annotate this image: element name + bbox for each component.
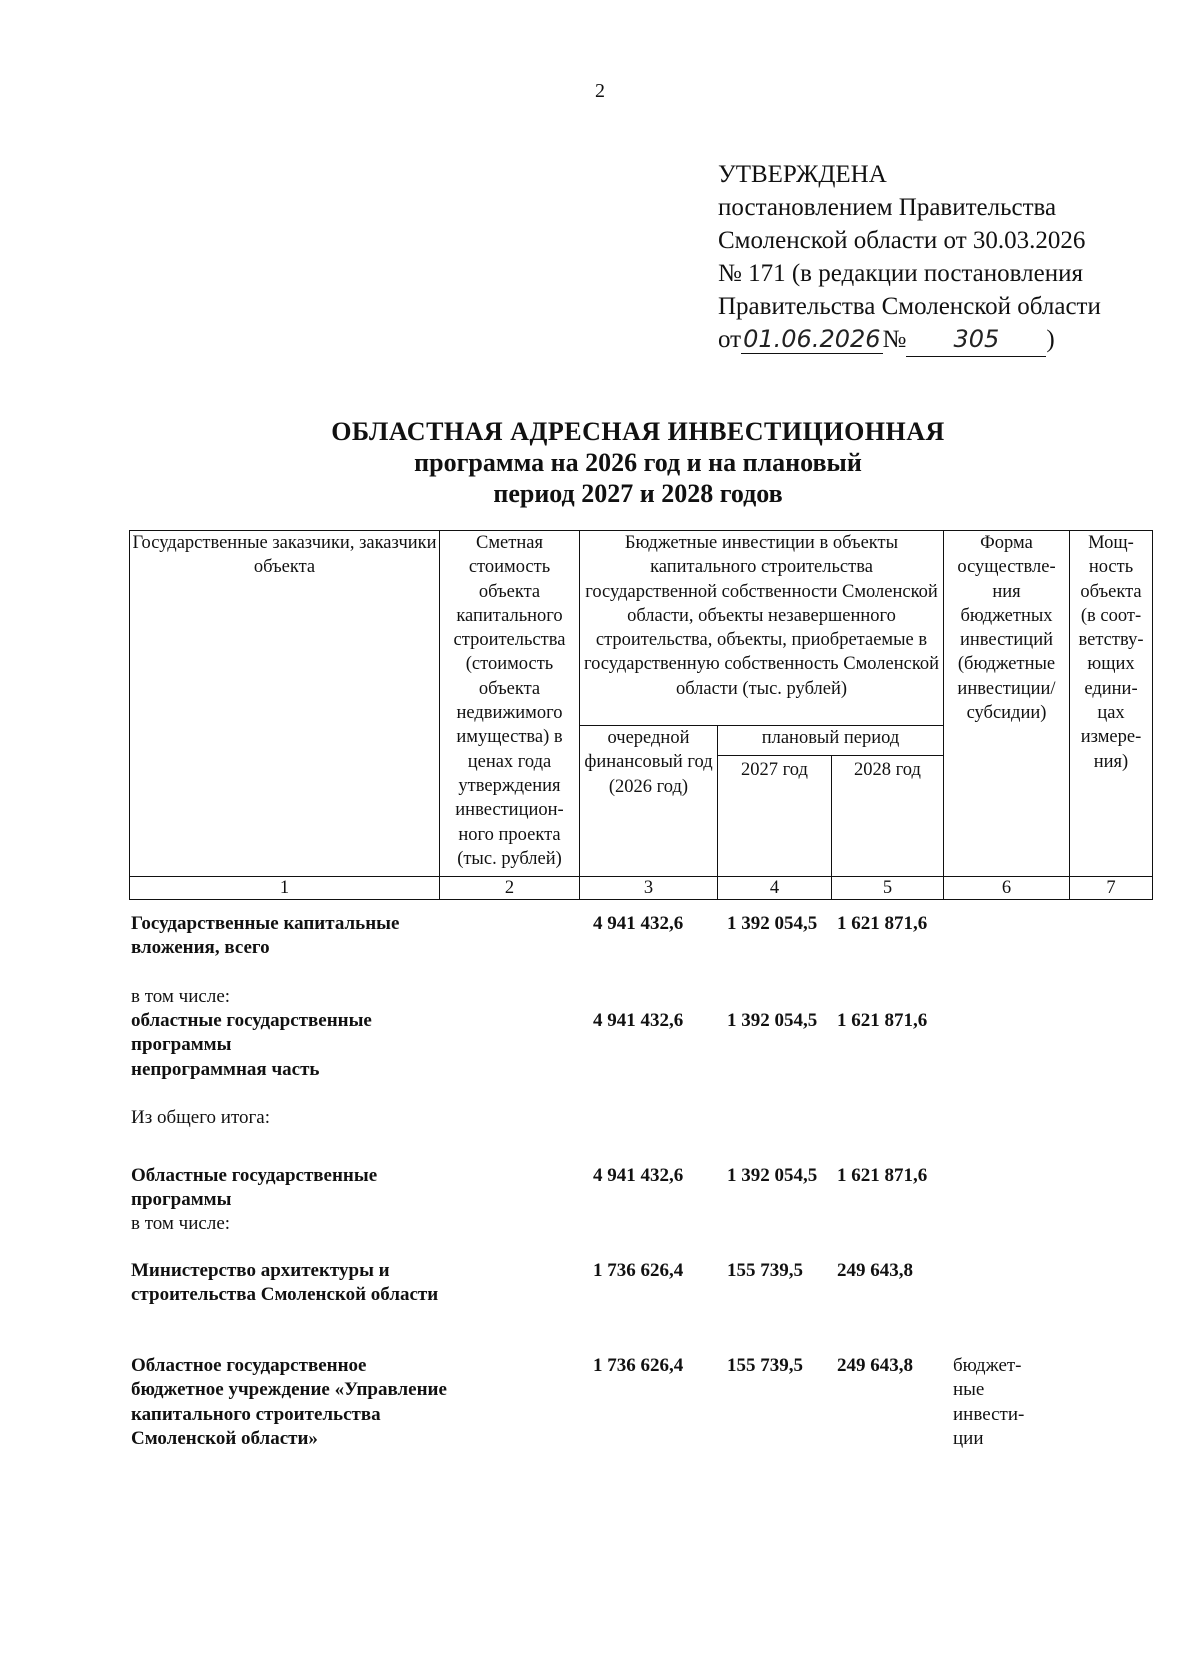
handwritten-number: 305: [906, 323, 1046, 357]
row-name: Государственные капитальные вложения, всего: [131, 913, 400, 959]
title-line-3: период 2027 и 2028 годов: [493, 479, 783, 508]
header-budget-investments: Бюджетные инвестиции в объекты капитального строительства государственной собственности Смоленской области, объекты незавершенного строительства, объекты, приобретаемые в государственную собственность Смоленской области (тыс. рублей): [580, 531, 944, 726]
row-value-2026: 1 736 626,4: [593, 1260, 684, 1281]
approval-line-3: Смоленской области от 30.03.2026: [718, 227, 1086, 254]
row-value-2027: 155 739,5: [727, 1260, 803, 1281]
row-value-2028: 249 643,8: [837, 1355, 913, 1376]
row-name: в том числе:: [131, 1213, 231, 1234]
approval-stamp: [718, 158, 1101, 357]
row-value-2026: 4 941 432,6: [593, 1010, 684, 1031]
program-table-header: [129, 530, 1153, 900]
header-2027: 2027 год: [718, 755, 832, 876]
approval-line-1: УТВЕРЖДЕНА: [718, 161, 887, 188]
header-customers: Государственные заказчики, заказчики объекта: [130, 531, 440, 877]
title-line-2: программа на 2026 год и на плановый: [414, 448, 862, 477]
column-number-3: 3: [580, 877, 718, 900]
row-value-2027: 1 392 054,5: [727, 1165, 818, 1186]
column-number-1: 1: [130, 877, 440, 900]
row-name: Областное государственное бюджетное учреждение «Управление капитального строительства Смоленской области»: [131, 1355, 447, 1449]
page-number: 2: [595, 80, 605, 102]
row-value-2028: 1 621 871,6: [837, 913, 928, 934]
column-number-2: 2: [440, 877, 580, 900]
row-value-2026: 1 736 626,4: [593, 1355, 684, 1376]
approval-from-prefix: от: [718, 326, 742, 353]
row-value-2027: 1 392 054,5: [727, 1010, 818, 1031]
approval-line-4: № 171 (в редакции постановления: [718, 260, 1083, 287]
header-plan-period: плановый период: [718, 726, 944, 756]
approval-suffix: ): [1046, 326, 1055, 353]
column-number-7: 7: [1070, 877, 1153, 900]
approval-line-2: постановлением Правительства: [718, 194, 1057, 221]
row-value-2028: 1 621 871,6: [837, 1010, 928, 1031]
header-capacity: Мощ-ность объекта (в соот-ветству-ющих едини-цах измере-ния): [1070, 531, 1153, 877]
row-name: в том числе:: [131, 986, 231, 1007]
title-line-1: ОБЛАСТНАЯ АДРЕСНАЯ ИНВЕСТИЦИОННАЯ: [331, 417, 945, 446]
row-name: непрограммная часть: [131, 1059, 320, 1080]
row-name: Областные государственные программы: [131, 1165, 378, 1211]
column-number-5: 5: [832, 877, 944, 900]
row-investment-form: бюджет-ные инвести-ции: [953, 1355, 1025, 1449]
approval-number-sign: №: [882, 326, 907, 353]
row-value-2027: 155 739,5: [727, 1355, 803, 1376]
row-value-2026: 4 941 432,6: [593, 913, 684, 934]
row-name: областные государственные программы: [131, 1010, 372, 1056]
row-name: Из общего итога:: [131, 1107, 271, 1128]
document-title: [0, 416, 1200, 509]
row-value-2026: 4 941 432,6: [593, 1165, 684, 1186]
header-current-year: очередной финансовый год (2026 год): [580, 726, 718, 877]
header-investment-form: Форма осуществле-ния бюджетных инвестиций (бюджетные инвестиции/ субсидии): [944, 531, 1070, 877]
approval-line-5: Правительства Смоленской области: [718, 293, 1101, 320]
row-value-2028: 1 621 871,6: [837, 1165, 928, 1186]
row-name: Министерство архитектуры и строительства Смоленской области: [131, 1260, 439, 1306]
header-estimated-cost: Сметная стоимость объекта капитального строительства (стоимость объекта недвижимого имущества) в ценах года утверждения инвестицион-ного проекта (тыс. рублей): [440, 531, 580, 877]
handwritten-date: 01.06.2026: [743, 325, 881, 353]
row-value-2028: 249 643,8: [837, 1260, 913, 1281]
column-number-6: 6: [944, 877, 1070, 900]
approval-line-6: [718, 323, 1101, 357]
row-value-2027: 1 392 054,5: [727, 913, 818, 934]
column-number-4: 4: [718, 877, 832, 900]
header-2028: 2028 год: [832, 755, 944, 876]
